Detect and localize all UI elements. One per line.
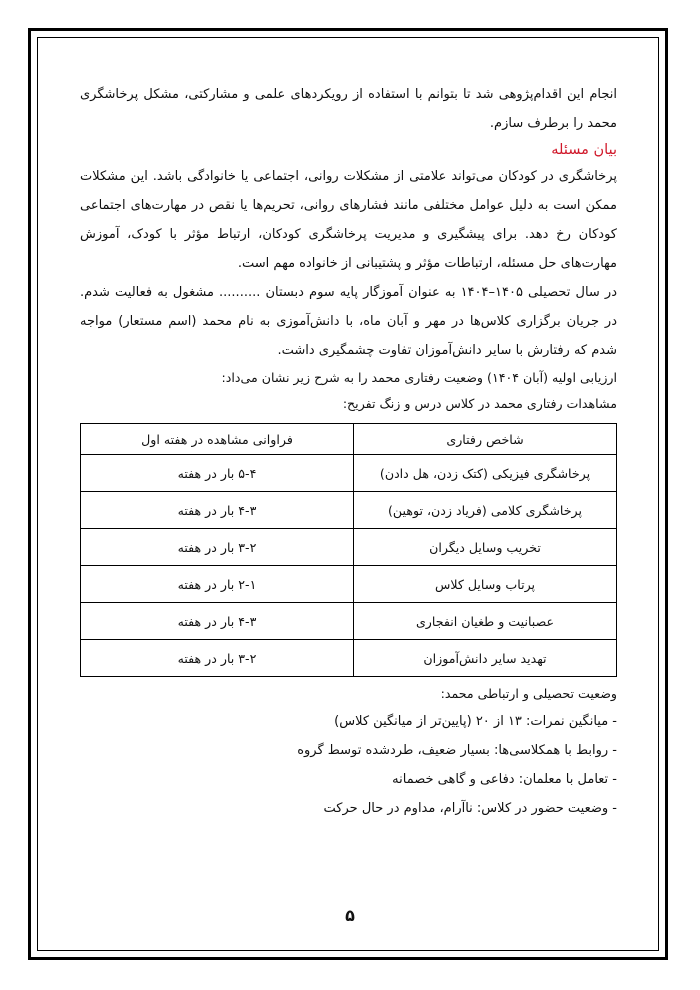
header-indicator: شاخص رفتاری — [354, 424, 617, 455]
status-item: - میانگین نمرات: ۱۳ از ۲۰ (پایین‌تر از میانگین کلاس) — [334, 714, 617, 729]
frequency-cell: ۳-۲ بار در هفته — [81, 640, 354, 677]
table-row — [81, 640, 617, 677]
frequency-cell: ۳-۲ بار در هفته — [81, 529, 354, 566]
status-item: - تعامل با معلمان: دفاعی و گاهی خصمانه — [392, 772, 617, 787]
section-heading: بیان مسئله — [551, 142, 617, 158]
indicator-cell: پرتاب وسایل کلاس — [354, 566, 617, 603]
indicator-cell: تخریب وسایل دیگران — [354, 529, 617, 566]
table-header-row — [81, 424, 617, 455]
indicator-cell: پرخاشگری فیزیکی (کتک زدن، هل دادن) — [354, 455, 617, 492]
problem-paragraph-1: پرخاشگری در کودکان می‌تواند علامتی از مشکلات روانی، اجتماعی یا خانوادگی باشد. این مشکلات ممکن است به دلیل عوامل مختلفی مانند فشارهای روانی، تحریم‌ها یا نقص در مهارت‌های اجتماعی کودکان رخ دهد. برای پیشگیری و مدیریت پرخاشگری کودکان، ارتباط مؤثر با کودک، آموزش مهارت‌های حل مسئله، ارتباطات مؤثر و پشتیبانی از خانواده مهم است. — [80, 169, 617, 271]
status-item: - روابط با همکلاسی‌ها: بسیار ضعیف، طردشده توسط گروه — [297, 743, 617, 758]
frequency-cell: ۲-۱ بار در هفته — [81, 566, 354, 603]
table-row — [81, 492, 617, 529]
table-row — [81, 566, 617, 603]
table-row — [81, 455, 617, 492]
header-frequency: فراوانی مشاهده در هفته اول — [81, 424, 354, 455]
observations-label: مشاهدات رفتاری محمد در کلاس درس و زنگ تفریح: — [342, 396, 617, 411]
status-item: - وضعیت حضور در کلاس: ناآرام، مداوم در حال حرکت — [323, 801, 617, 816]
frequency-cell: ۴-۳ بار در هفته — [81, 603, 354, 640]
indicator-cell: پرخاشگری کلامی (فریاد زدن، توهین) — [354, 492, 617, 529]
frequency-cell: ۵-۴ بار در هفته — [81, 455, 354, 492]
problem-paragraph-2: در سال تحصیلی ۱۴۰۵–۱۴۰۴ به عنوان آموزگار پایه سوم دبستان .......... مشغول به فعالیت شدم. در جریان برگزاری کلاس‌ها در مهر و آبان ماه، با دانش‌آموزی به نام محمد (اسم مستعار) مواجه شدم که رفتارش با سایر دانش‌آموزان تفاوت چشمگیری داشت. — [80, 285, 617, 358]
table-row — [81, 603, 617, 640]
indicator-cell: عصبانیت و طغیان انفجاری — [354, 603, 617, 640]
status-title: وضعیت تحصیلی و ارتباطی محمد: — [440, 686, 617, 701]
page-number: ۵ — [345, 906, 355, 925]
table-row — [81, 529, 617, 566]
assessment-line: ارزیابی اولیه (آبان ۱۴۰۴) وضعیت رفتاری محمد را به شرح زیر نشان می‌داد: — [221, 370, 617, 385]
indicator-cell: تهدید سایر دانش‌آموزان — [354, 640, 617, 677]
frequency-cell: ۴-۳ بار در هفته — [81, 492, 354, 529]
document-body — [80, 80, 617, 823]
behavior-table — [80, 423, 617, 677]
intro-paragraph: انجام این اقدام‌پژوهی شد تا بتوانم با استفاده از رویکردهای علمی و مشارکتی، مشکل پرخاشگری محمد را برطرف سازم. — [80, 87, 617, 131]
